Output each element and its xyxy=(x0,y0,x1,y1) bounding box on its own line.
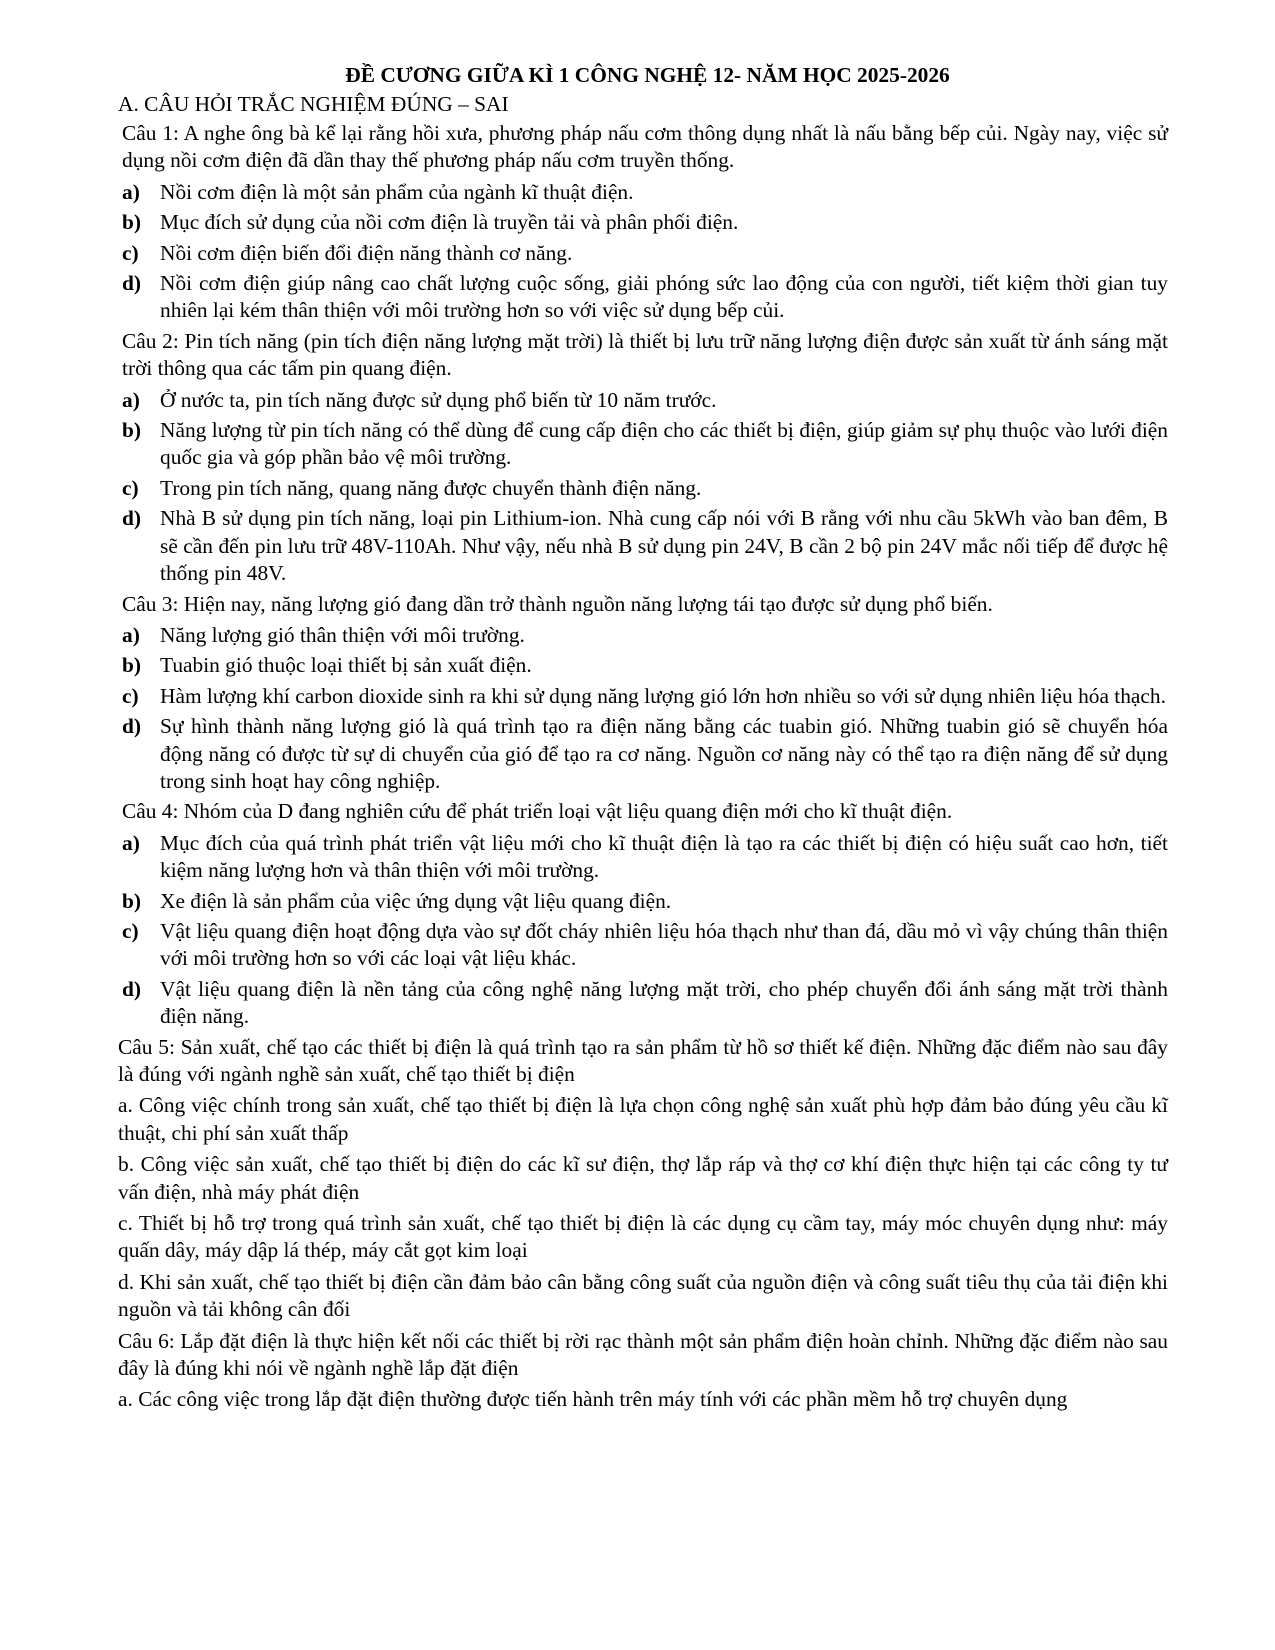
question-2-option-a xyxy=(122,387,1168,414)
option-text: Mục đích của quá trình phát triển vật liệu mới cho kĩ thuật điện là tạo ra các thiết bị điện có hiệu suất cao hơn, tiết kiệm năng lượng hơn và thân thiện với môi trường. xyxy=(160,830,1168,883)
option-label: a) xyxy=(122,179,140,204)
question-1-option-c xyxy=(122,240,1168,267)
option-label: d) xyxy=(122,976,142,1001)
question-5-item-a: a. Công việc chính trong sản xuất, chế tạo thiết bị điện là lựa chọn công nghệ sản xuất phù hợp đảm bảo đúng yêu cầu kĩ thuật, chi phí sản xuất thấp xyxy=(118,1093,1168,1145)
question-1-option-b xyxy=(122,209,1168,236)
option-label: b) xyxy=(122,418,142,443)
question-3-option-a xyxy=(122,622,1168,649)
question-4-option-c xyxy=(122,918,1168,973)
question-4-stem: Câu 4: Nhóm của D đang nghiên cứu để phát triển loại vật liệu quang điện mới cho kĩ thuật điện. xyxy=(122,799,953,824)
question-3-stem: Câu 3: Hiện nay, năng lượng gió đang dần trở thành nguồn năng lượng tái tạo được sử dụng phổ biến. xyxy=(122,591,993,616)
option-text: Nồi cơm điện là một sản phẩm của ngành kĩ thuật điện. xyxy=(160,179,634,204)
option-text: Trong pin tích năng, quang năng được chuyển thành điện năng. xyxy=(160,475,702,500)
option-text: Ở nước ta, pin tích năng được sử dụng phổ biến từ 10 năm trước. xyxy=(160,387,717,412)
option-text: Năng lượng từ pin tích năng có thể dùng để cung cấp điện cho các thiết bị điện, giúp giảm sự phụ thuộc vào lưới điện quốc gia và góp phần bảo vệ môi trường. xyxy=(160,418,1168,470)
question-5-item-d: d. Khi sản xuất, chế tạo thiết bị điện cần đảm bảo cân bằng công suất của nguồn điện và công suất tiêu thụ của tải điện khi nguồn và tải không cân đối xyxy=(118,1269,1168,1322)
option-text: Năng lượng gió thân thiện với môi trường. xyxy=(160,622,525,647)
option-label: d) xyxy=(122,714,142,739)
option-text: Nồi cơm điện giúp nâng cao chất lượng cuộc sống, giải phóng sức lao động của con người, tiết kiệm thời gian tuy nhiên lại kém thân thiện với môi trường hơn so với việc sử dụng bếp củi. xyxy=(160,271,1168,323)
question-4-option-a xyxy=(122,830,1168,885)
option-text: Vật liệu quang điện là nền tảng của công nghệ năng lượng mặt trời, cho phép chuyển đổi ánh sáng mặt trời thành điện năng. xyxy=(160,976,1168,1029)
option-text: Sự hình thành năng lượng gió là quá trình tạo ra điện năng bằng các tuabin gió. Những tuabin gió sẽ chuyển hóa động năng có được từ sự di chuyển của gió để tạo ra cơ năng. Nguồn cơ năng này có thể tạo ra điện năng để sử dụng trong sinh hoạt hay công nghiệp. xyxy=(160,714,1168,793)
option-label: c) xyxy=(122,918,139,943)
option-text: Nhà B sử dụng pin tích năng, loại pin Lithium-ion. Nhà cung cấp nói với B rằng với nhu cầu 5kWh vào ban đêm, B sẽ cần đến pin lưu trữ 48V-110Ah. Như vậy, nếu nhà B sử dụng pin 24V, B cần 2 bộ pin 24V mắc nối tiếp để được hệ thống pin 48V. xyxy=(160,506,1168,586)
document-title: ĐỀ CƯƠNG GIỮA KÌ 1 CÔNG NGHỆ 12- NĂM HỌC 2025-2026 xyxy=(345,63,950,87)
question-4-option-d xyxy=(122,976,1168,1031)
option-label: c) xyxy=(122,683,139,708)
question-6-item-a: a. Các công việc trong lắp đặt điện thường được tiến hành trên máy tính với các phần mềm hỗ trợ chuyên dụng xyxy=(118,1387,1068,1412)
section-heading: A. CÂU HỎI TRẮC NGHIỆM ĐÚNG – SAI xyxy=(118,92,509,116)
option-label: b) xyxy=(122,653,142,678)
option-text: Vật liệu quang điện hoạt động dựa vào sự đốt cháy nhiên liệu hóa thạch như than đá, dầu mỏ vì vậy chúng thân thiện với môi trường hơn so với các loại vật liệu khác. xyxy=(160,918,1168,971)
option-label: a) xyxy=(122,830,140,855)
question-1-option-d xyxy=(122,270,1168,325)
question-2-option-c xyxy=(122,475,1168,502)
question-3-option-b xyxy=(122,652,1168,679)
option-text: Tuabin gió thuộc loại thiết bị sản xuất điện. xyxy=(160,653,532,678)
question-5-item-c: c. Thiết bị hỗ trợ trong quá trình sản xuất, chế tạo thiết bị điện là các dụng cụ cầm tay, máy móc chuyên dụng như: máy quấn dây, máy dập lá thép, máy cắt gọt kim loại xyxy=(118,1211,1168,1263)
question-5-stem: Câu 5: Sản xuất, chế tạo các thiết bị điện là quá trình tạo ra sản phẩm từ hồ sơ thiết kế điện. Những đặc điểm nào sau đây là đúng với ngành nghề sản xuất, chế tạo thiết bị điện xyxy=(118,1034,1168,1086)
option-label: a) xyxy=(122,622,140,647)
question-3-option-d xyxy=(122,713,1168,795)
question-2-stem: Câu 2: Pin tích năng (pin tích điện năng lượng mặt trời) là thiết bị lưu trữ năng lượng điện được sản xuất từ ánh sáng mặt trời thông qua các tấm pin quang điện. xyxy=(122,328,1168,381)
question-6-stem: Câu 6: Lắp đặt điện là thực hiện kết nối các thiết bị rời rạc thành một sản phẩm điện hoàn chỉnh. Những đặc điểm nào sau đây là đúng khi nói về ngành nghề lắp đặt điện xyxy=(118,1328,1168,1381)
option-label: b) xyxy=(122,888,142,913)
option-text: Hàm lượng khí carbon dioxide sinh ra khi sử dụng năng lượng gió lớn hơn nhiều so với sử dụng nhiên liệu hóa thạch. xyxy=(160,683,1166,708)
question-1-option-a xyxy=(122,179,1168,206)
question-5-item-b: b. Công việc sản xuất, chế tạo thiết bị điện do các kĩ sư điện, thợ lắp ráp và thợ cơ khí điện thực hiện tại các công ty tư vấn điện, nhà máy phát điện xyxy=(118,1152,1168,1204)
question-4-option-b xyxy=(122,888,1168,915)
option-label: a) xyxy=(122,387,140,412)
option-text: Nồi cơm điện biến đổi điện năng thành cơ năng. xyxy=(160,240,573,265)
option-text: Mục đích sử dụng của nồi cơm điện là truyền tải và phân phối điện. xyxy=(160,210,739,235)
option-text: Xe điện là sản phẩm của việc ứng dụng vật liệu quang điện. xyxy=(160,888,672,913)
question-2-option-d xyxy=(122,505,1168,587)
question-3-option-c xyxy=(122,683,1168,710)
document-content xyxy=(118,90,1168,1418)
option-label: d) xyxy=(122,506,142,531)
option-label: b) xyxy=(122,210,142,235)
option-label: d) xyxy=(122,271,142,296)
question-1-stem: Câu 1: A nghe ông bà kể lại rằng hồi xưa, phương pháp nấu cơm thông dụng nhất là nấu bằng bếp củi. Ngày nay, việc sử dụng nồi cơm điện đã dần thay thế phương pháp nấu cơm truyền thống. xyxy=(122,121,1168,173)
option-label: c) xyxy=(122,240,139,265)
question-2-option-b xyxy=(122,417,1168,472)
option-label: c) xyxy=(122,475,139,500)
